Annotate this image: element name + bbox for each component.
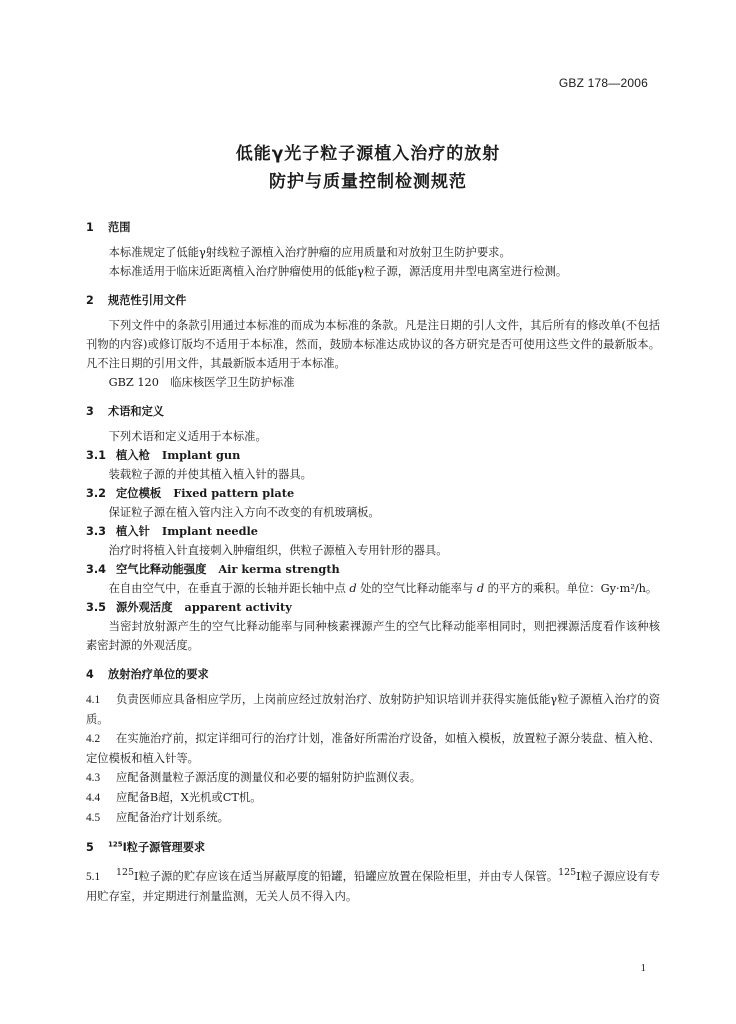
term-name: 空气比释动能强度 — [116, 563, 207, 576]
term-english: apparent activity — [184, 600, 292, 614]
clause-number: 4.1 — [86, 694, 101, 706]
variable-d: d — [349, 582, 357, 595]
term-number: 3.3 — [86, 525, 107, 538]
term-number: 3.2 — [86, 487, 107, 500]
section-2-heading — [86, 291, 660, 310]
clause-number: 4.4 — [86, 792, 101, 804]
section-title: 规范性引用文件 — [108, 294, 187, 307]
section-title: I粒子源管理要求 — [122, 841, 206, 854]
term-3-3-definition: 治疗时将植入针直接刺入肿瘤组织，供粒子源植入专用针形的器具。 — [108, 544, 448, 557]
isotope-mass-number: 125 — [558, 867, 577, 878]
clause-text: 在实施治疗前，拟定详细可行的治疗计划，准备好所需治疗设备，如植入模板，放置粒子源分装盘、植入枪、定位模板和植入针等。 — [86, 732, 660, 765]
section-4-heading — [86, 665, 660, 684]
term-3-3 — [86, 522, 660, 541]
section-5-heading — [86, 838, 660, 857]
term-3-2 — [86, 484, 660, 503]
page-number: 1 — [640, 962, 646, 974]
clause-5-1 — [86, 863, 660, 906]
title-line-2: 防护与质量控制检测规范 — [269, 172, 467, 192]
term-name: 源外观活度 — [116, 601, 173, 614]
section-number: 1 — [86, 221, 94, 234]
document-body — [86, 218, 660, 906]
clause-text: 应配备治疗计划系统。 — [116, 811, 229, 824]
term-3-1-definition: 装载粒子源的并使其植入植入针的器具。 — [108, 468, 312, 481]
clause-number: 5.1 — [86, 870, 101, 883]
isotope-mass-number: 125 — [108, 840, 123, 849]
term-3-4-definition — [86, 579, 660, 598]
term-3-2-definition: 保证粒子源在植入管内注入方向不改变的有机玻璃板。 — [108, 506, 380, 519]
definition-text: 在自由空气中，在垂直于源的长轴并距长轴中点 — [108, 582, 350, 595]
term-number: 3.5 — [86, 601, 107, 614]
term-name: 定位模板 — [116, 487, 162, 500]
section-number: 3 — [86, 405, 94, 418]
section-1-heading — [86, 218, 660, 237]
section-number: 2 — [86, 294, 94, 307]
term-3-1 — [86, 446, 660, 465]
clause-4-3 — [86, 768, 660, 788]
definition-text: 处的空气比释动能率与 — [356, 582, 477, 595]
section-1-paragraph-1: 本标准规定了低能γ射线粒子源植入治疗肿瘤的应用质量和对放射卫生防护要求。 — [108, 246, 511, 259]
term-number: 3.4 — [86, 563, 107, 576]
clause-4-1 — [86, 690, 660, 729]
term-3-5 — [86, 598, 660, 617]
document-code: GBZ 178—2006 — [558, 76, 648, 90]
clause-number: 4.5 — [86, 812, 101, 824]
clause-number: 4.2 — [86, 733, 101, 745]
term-english: Implant gun — [161, 448, 241, 462]
section-number: 5 — [86, 841, 94, 854]
title-line-1: 低能γ光子粒子源植入治疗的放射 — [235, 144, 501, 164]
term-name: 植入针 — [116, 525, 150, 538]
variable-d: d — [476, 582, 485, 595]
term-name: 植入枪 — [116, 449, 150, 462]
term-3-5-definition: 当密封放射源产生的空气比释动能率与同种核素裸源产生的空气比释动能率相同时，则把裸源活度看作该种核素密封源的外观活度。 — [86, 620, 660, 652]
term-3-4 — [86, 560, 660, 579]
section-2-paragraph: 下列文件中的条款引用通过本标准的而成为本标准的条款。凡是注日期的引人文件，其后所有的修改单(不包括刊物的内容)或修订版均不适用于本标准，然而，鼓励本标准达成协议的各方研究是否可使用这些文件的最新版本。凡不注日期的引用文件，其最新版本适用于本标准。 — [86, 319, 660, 370]
term-english: Implant needle — [161, 524, 258, 538]
term-english: Air kerma strength — [218, 562, 340, 576]
clause-text: I粒子源应设有专用贮存室，并定期进行剂量监测，无关人员不得入内。 — [86, 869, 661, 903]
clause-text: I粒子源的贮存应该在适当屏蔽厚度的铅罐，铅罐应放置在保险柜里，并由专人保管。 — [133, 869, 559, 883]
clause-4-4 — [86, 788, 660, 808]
clause-text: 应配备测量粒子源活度的测量仪和必要的辐射防护监测仪表。 — [116, 771, 422, 784]
section-1-paragraph-2: 本标准适用于临床近距离植入治疗肿瘤使用的低能γ粒子源，源活度用井型电离室进行检测。 — [108, 265, 568, 278]
section-2-reference: GBZ 120 临床核医学卫生防护标准 — [108, 376, 295, 389]
section-title: 范围 — [108, 221, 131, 234]
term-english: Fixed pattern plate — [173, 486, 295, 500]
section-3-heading — [86, 402, 660, 421]
term-number: 3.1 — [86, 449, 107, 462]
clause-4-5 — [86, 808, 660, 828]
section-title: 术语和定义 — [108, 405, 164, 418]
definition-text: 的平方的乘积。单位：Gy·m²/h。 — [484, 582, 658, 595]
section-title: 放射治疗单位的要求 — [108, 668, 209, 681]
clause-text: 应配备B超，X光机或CT机。 — [116, 791, 262, 804]
document-title — [0, 140, 736, 196]
clause-text: 负责医师应具备相应学历，上岗前应经过放射治疗、放射防护知识培训并获得实施低能γ粒子源植入治疗的资质。 — [86, 693, 660, 726]
section-number: 4 — [86, 668, 94, 681]
isotope-mass-number: 125 — [116, 867, 134, 878]
clause-number: 4.3 — [86, 772, 101, 784]
clause-4-2 — [86, 729, 660, 768]
section-3-intro: 下列术语和定义适用于本标准。 — [108, 430, 267, 443]
